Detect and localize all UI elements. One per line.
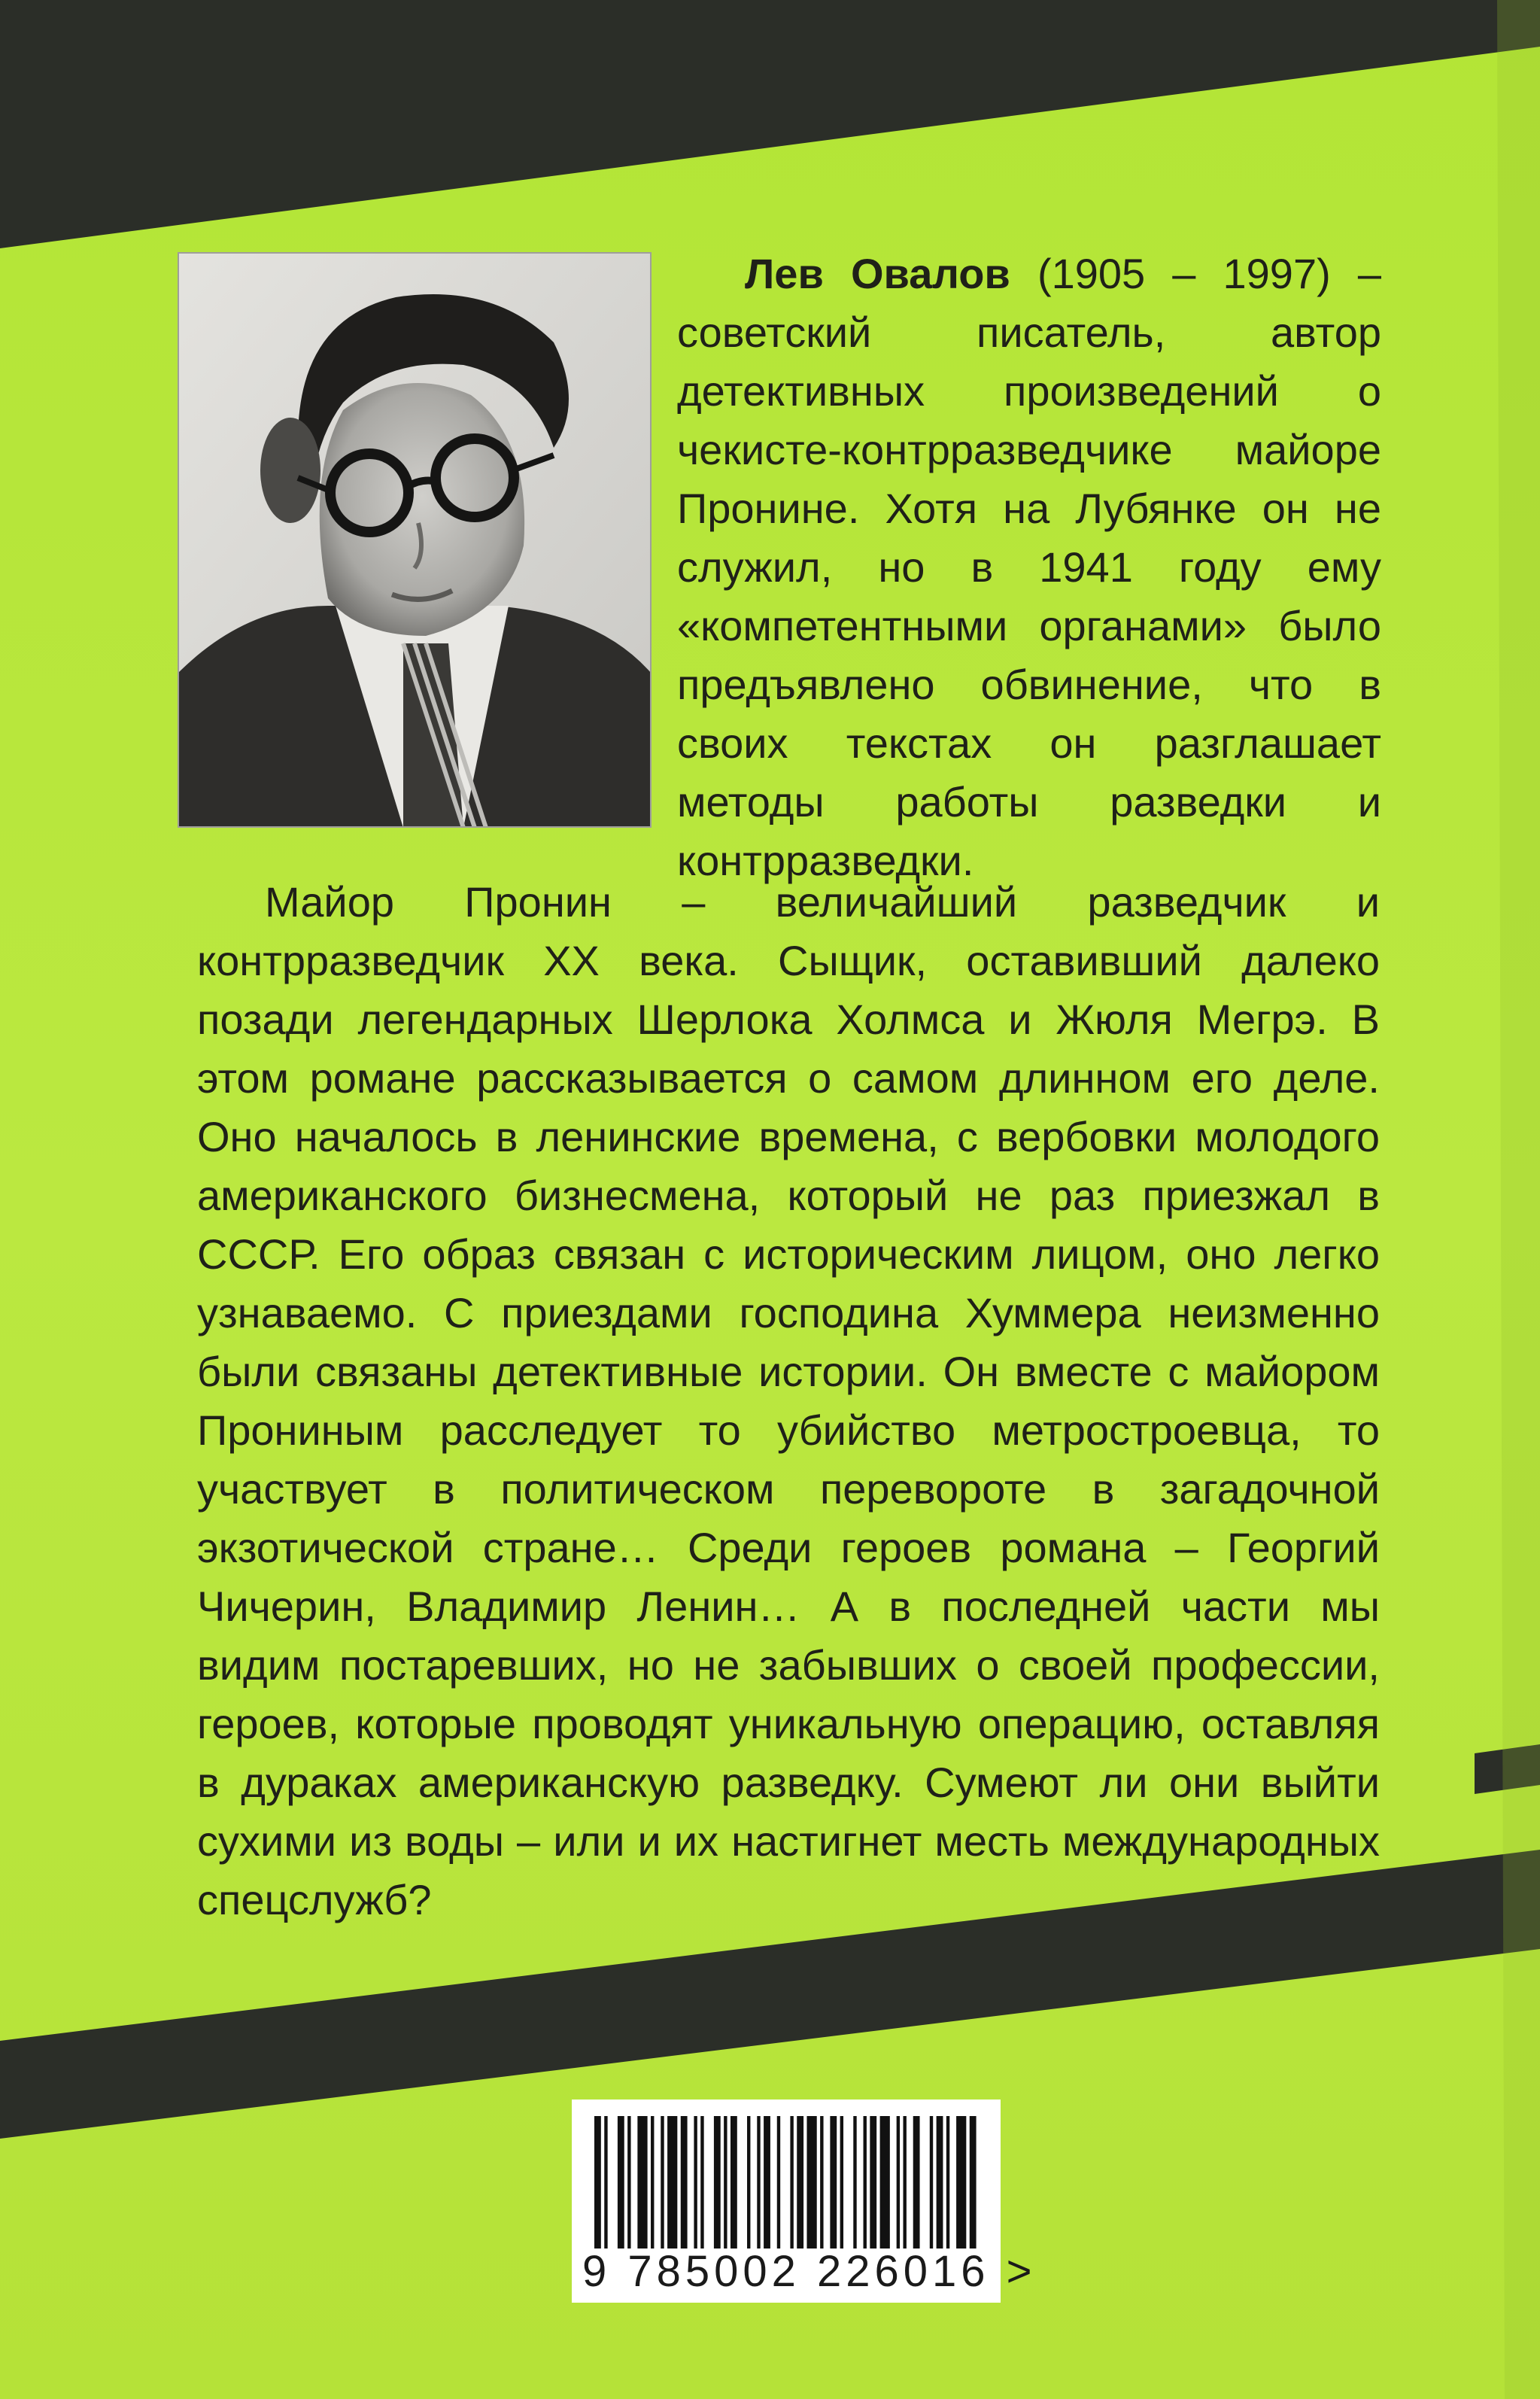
author-bio-text: советский писатель, автор детективных произведений о чекисте-контрразведчике майоре Пронине. Хотя на Лубянке он не служил, но в 1941 году ему «компетентными органами» было предъявлено обвинение, что в своих текстах он разглашает методы работы разведки и контрразведки. bbox=[677, 309, 1381, 884]
right-edge-shadow bbox=[1497, 0, 1540, 2399]
barcode-bar bbox=[870, 2116, 876, 2248]
author-years: (1905 – 1997) – bbox=[1037, 250, 1381, 297]
barcode-bar bbox=[594, 2116, 601, 2248]
barcode-bar bbox=[880, 2116, 890, 2248]
barcode-bar bbox=[956, 2116, 966, 2248]
barcode-bar bbox=[777, 2116, 780, 2248]
barcode-bar bbox=[937, 2116, 943, 2248]
barcode-bar bbox=[700, 2116, 703, 2248]
barcode-bar bbox=[797, 2116, 803, 2248]
barcode-bar bbox=[897, 2116, 900, 2248]
isbn-digits: 9 785002 226016 > bbox=[582, 2247, 1037, 2296]
barcode-bar bbox=[830, 2116, 837, 2248]
top-diagonal-band bbox=[0, 0, 1540, 248]
barcode-bar bbox=[864, 2116, 867, 2248]
isbn-barcode bbox=[572, 2100, 1037, 2303]
barcode-bar bbox=[853, 2116, 856, 2248]
barcode-bar bbox=[820, 2116, 823, 2248]
barcode-bar bbox=[681, 2116, 688, 2248]
barcode-bar bbox=[694, 2116, 697, 2248]
barcode-bar bbox=[747, 2116, 750, 2248]
barcode-bar bbox=[637, 2116, 647, 2248]
barcode-bar bbox=[731, 2116, 737, 2248]
book-description: Майор Пронин – величайший разведчик и контрразведчик XX века. Сыщик, оставивший далеко позади легендарных Шерлока Холмса и Жюля Мегрэ. В этом романе рассказывается о самом длинном его деле. Оно началось в ленинские времена, с вербовки молодого американского бизнесмена, который не раз приезжал в СССР. Его образ связан с историческим лицом, оно легко узнаваемо. С приездами господина Хуммера неизменно были связаны детективные истории. Он вместе с майором Прониным расследует то убийство метростроевца, то участвует в политическом перевороте в загадочной экзотической стране… Среди героев романа – Георгий Чичерин, Владимир Ленин… А в последней части мы видим постаревших, но не забывших о своей профессии, героев, которые проводят уникальную операцию, оставляя в дураках американскую разведку. Сумеют ли они выйти сухими из воды – или и их настигнет месть международных спецслужб? bbox=[197, 878, 1380, 1923]
barcode-bar bbox=[661, 2116, 664, 2248]
barcode-bar bbox=[970, 2116, 977, 2248]
barcode-bar bbox=[840, 2116, 843, 2248]
barcode-bar bbox=[790, 2116, 793, 2248]
barcode-bar bbox=[806, 2116, 816, 2248]
author-bio bbox=[677, 245, 1381, 890]
author-photo-image bbox=[178, 252, 652, 828]
barcode-bar bbox=[930, 2116, 933, 2248]
barcode-bar bbox=[946, 2116, 949, 2248]
barcode-bar bbox=[667, 2116, 677, 2248]
barcode-bar bbox=[764, 2116, 770, 2248]
barcode-bar bbox=[627, 2116, 630, 2248]
barcode-bar bbox=[724, 2116, 727, 2248]
barcode-bar bbox=[604, 2116, 607, 2248]
barcode-bar bbox=[618, 2116, 624, 2248]
author-portrait bbox=[178, 252, 652, 828]
barcode-bars bbox=[591, 2116, 983, 2248]
barcode-bar bbox=[903, 2116, 906, 2248]
barcode-bar bbox=[913, 2116, 920, 2248]
barcode-bar bbox=[757, 2116, 760, 2248]
barcode-bar bbox=[714, 2116, 721, 2248]
author-name: Лев Овалов bbox=[745, 250, 1010, 297]
barcode-bar bbox=[651, 2116, 654, 2248]
